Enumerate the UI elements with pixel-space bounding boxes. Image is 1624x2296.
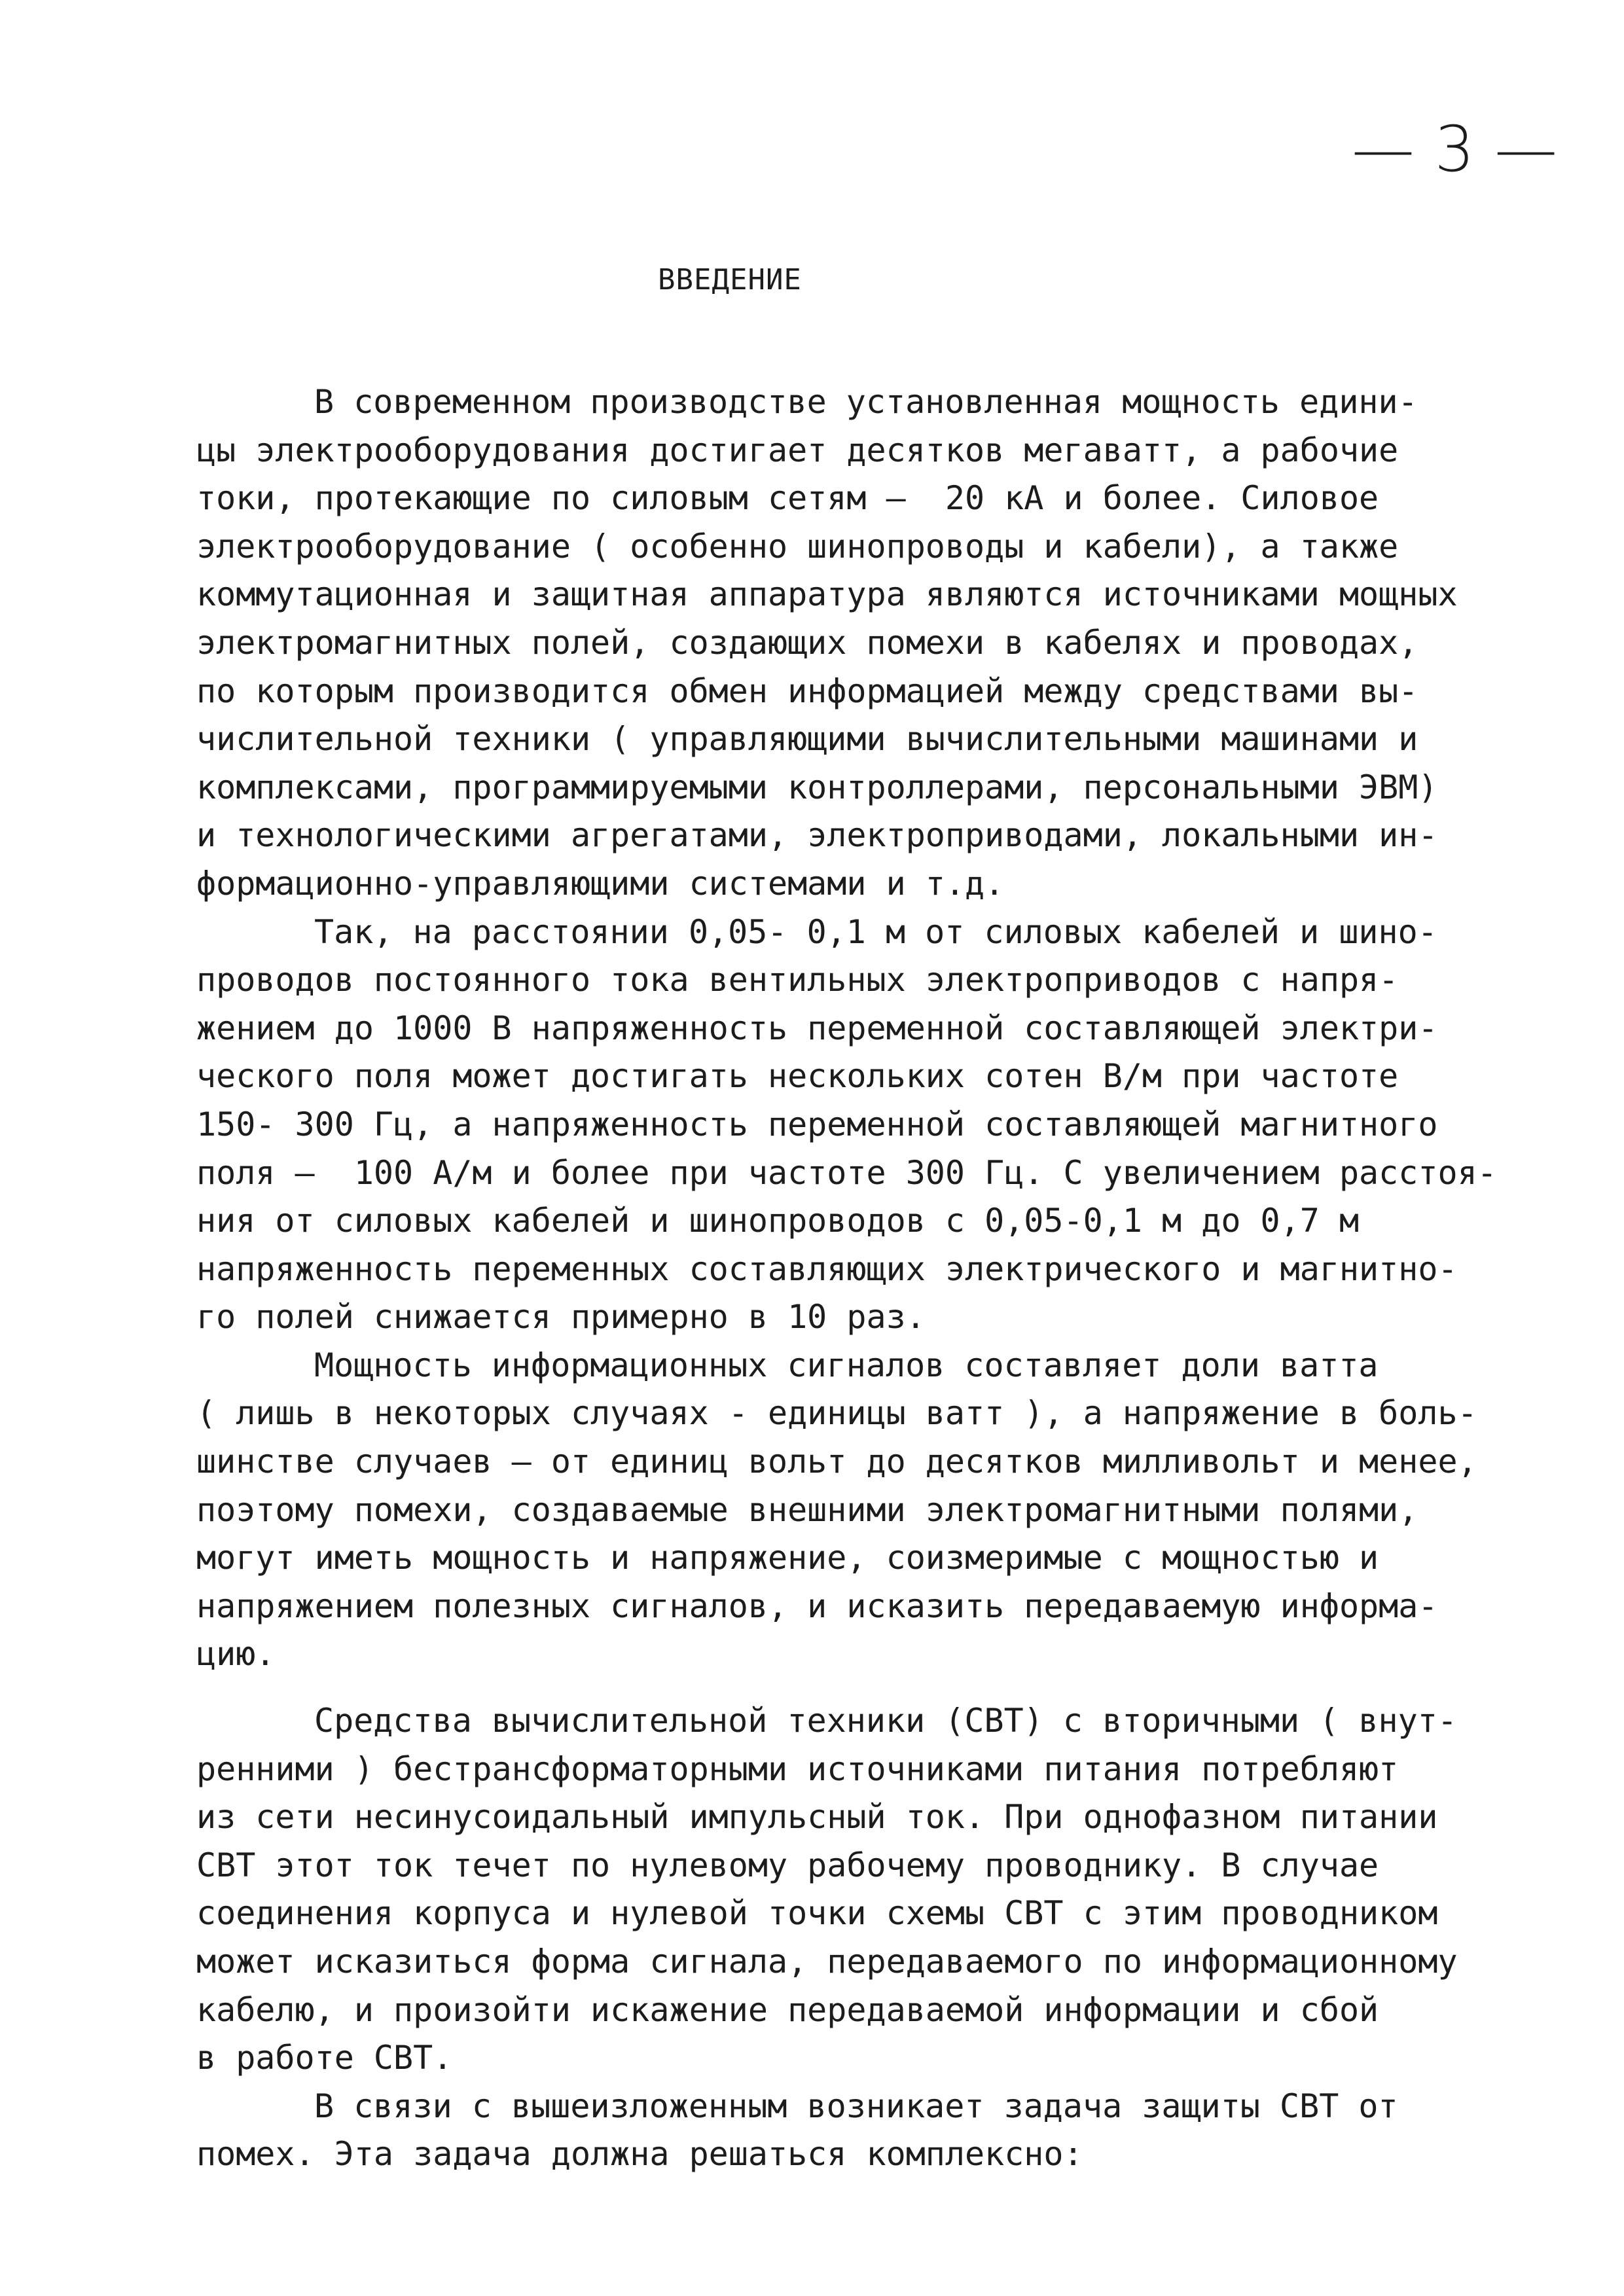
text-line: могут иметь мощность и напряжение, соизмеримые с мощностью и [196,1539,1379,1577]
text-line: цию. [196,1635,276,1674]
text-line: В связи с вышеизложенным возникает задача защиты СВТ от [314,2087,1398,2125]
text-line: СВТ этот ток течет по нулевому рабочему проводнику. В случае [196,1846,1379,1884]
section-heading: ВВЕДЕНИЕ [658,263,802,296]
text-line: поля – 100 А/м и более при частоте 300 Гц. С увеличением расстоя- [196,1153,1497,1192]
text-line: может исказиться форма сигнала, передаваемого по информационному [196,1943,1458,1981]
text-line: поэтому помехи, создаваемые внешними электромагнитными полями, [196,1490,1418,1529]
text-line: комплексами, программируемыми контроллерами, персональными ЭВМ) [196,768,1438,806]
text-line: ческого поля может достигать нескольких сотен В/м при частоте [196,1057,1399,1096]
paragraph-conclusion [196,2083,1519,2179]
text-line: Средства вычислительной техники (СВТ) с вторичными ( внут- [314,1702,1457,1740]
text-line: жением до 1000 В напряженность переменной составляющей электри- [196,1009,1438,1047]
paragraph-gap [196,1679,1519,1697]
text-line: электромагнитных полей, создающих помехи в кабелях и проводах, [196,623,1418,662]
paragraph-svt-power [196,1697,1519,2083]
text-line: напряженность переменных составляющих электрического и магнитно- [196,1249,1458,1288]
text-line: помех. Эта задача должна решаться комплексно: [196,2135,1083,2174]
paragraph-field-strength [196,908,1519,1342]
text-line: шинстве случаев – от единиц вольт до десятков милливольт и менее, [196,1443,1477,1481]
text-line: проводов постоянного тока вентильных электроприводов с напря- [196,961,1399,999]
text-line: коммутационная и защитная аппаратура являются источниками мощных [196,575,1458,614]
text-line: по которым производится обмен информацией между средствами вы- [196,672,1418,710]
text-line: 150- 300 Гц, а напряженность переменной составляющей магнитного [196,1105,1438,1143]
text-line: в работе СВТ. [196,2039,453,2077]
text-line: го полей снижается примерно в 10 раз. [196,1298,926,1336]
text-line: формационно-управляющими системами и т.д. [196,864,1005,903]
text-line: токи, протекающие по силовым сетям – 20 кА и более. Силовое [196,479,1379,518]
text-line: соединения корпуса и нулевой точки схемы СВТ с этим проводником [196,1894,1438,1933]
text-line: ния от силовых кабелей и шинопроводов с 0,05-0,1 м до 0,7 м [196,1202,1360,1240]
text-line: из сети несинусоидальный импульсный ток. При однофазном питании [196,1798,1438,1837]
text-line: Мощность информационных сигналов составляет доли ватта [314,1346,1379,1384]
text-line: ( лишь в некоторых случаях - единицы ватт ), а напряжение в боль- [196,1394,1477,1433]
page-number: — 3 — [1352,113,1558,186]
text-line: числительной техники ( управляющими вычислительными машинами и [196,720,1418,759]
text-line: кабелю, и произойти искажение передаваемой информации и сбой [196,1990,1379,2029]
body-text [196,378,1519,2179]
paragraph-signal-power [196,1342,1519,1679]
paragraph-intro [196,378,1519,908]
text-line: и технологическими агрегатами, электроприводами, локальными ин- [196,816,1438,855]
text-line: ренними ) бестрансформаторными источниками питания потребляют [196,1749,1399,1788]
text-line: Так, на расстоянии 0,05- 0,1 м от силовых кабелей и шино- [314,912,1437,951]
text-line: цы электрооборудования достигает десятков мегаватт, а рабочие [196,431,1399,469]
text-line: напряжением полезных сигналов, и исказить передаваемую информа- [196,1587,1438,1625]
text-line: электрооборудование ( особенно шинопроводы и кабели), а также [196,527,1399,565]
text-line: В современном производстве установленная мощность едини- [314,383,1418,421]
